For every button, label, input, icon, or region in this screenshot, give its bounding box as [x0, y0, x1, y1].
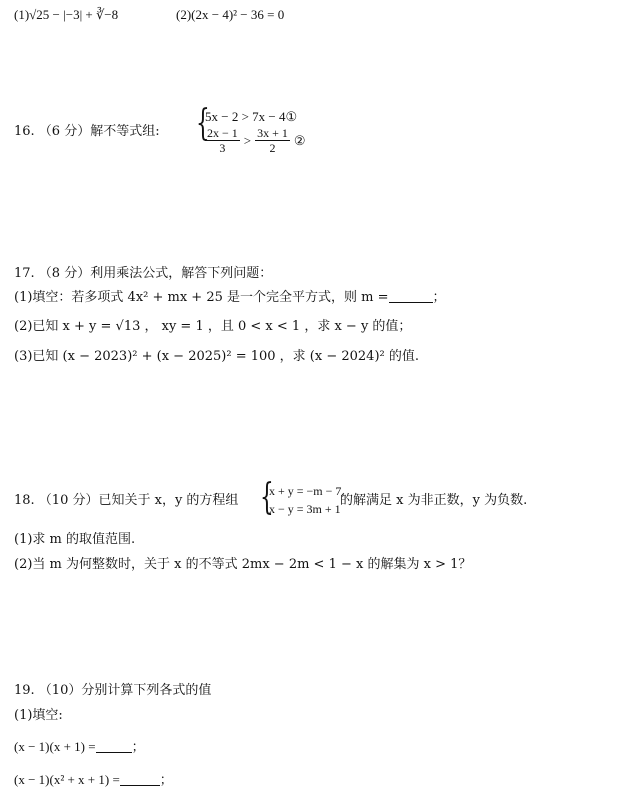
q19-line1-expression: (x − 1)(x + 1) =	[14, 739, 96, 754]
q16-inequality-2	[205, 127, 306, 154]
q19-line2	[14, 773, 173, 786]
q17-answer-blank[interactable]	[389, 302, 433, 303]
q16-header: 16. （6 分）解不等式组:	[14, 124, 160, 139]
q19-line2-end: ；	[159, 772, 173, 787]
q19-line2-blank[interactable]	[120, 785, 160, 786]
q16-right-numerator: 3x + 1	[257, 126, 288, 140]
q16-system-brace: {	[196, 103, 210, 144]
q19-line1-blank[interactable]	[96, 752, 132, 753]
q18-system-brace: {	[260, 477, 274, 518]
q19-line1-end: ；	[131, 739, 145, 754]
q16-operator: >	[243, 133, 252, 148]
q17-part1-text: (1)填空：若多项式 4x² + mx + 25 是一个完全平方式，则 m =	[14, 290, 389, 305]
q15-part2	[176, 8, 284, 21]
q17-part3: (3)已知 (x − 2023)² + (x − 2025)² = 100 ，求 (x − 2024)² 的值.	[14, 349, 419, 364]
q16-left-numerator: 2x − 1	[207, 126, 238, 140]
q15-part2-expression: (2x − 4)² − 36 = 0	[191, 7, 285, 22]
q16-inequality-1: 5x − 2 > 7x − 4①	[205, 109, 298, 124]
q18-part2: (2)当 m 为何整数时，关于 x 的不等式 2mx − 2m < 1 − x 的解集为 x > 1？	[14, 557, 472, 572]
q17-header: 17. （8 分）利用乘法公式，解答下列问题：	[14, 266, 273, 281]
q17-part1-end: ；	[432, 290, 446, 305]
q19-header: 19. （10）分别计算下列各式的值	[14, 683, 212, 698]
q18-part1: (1)求 m 的取值范围.	[14, 532, 136, 547]
q16-mark: ②	[293, 133, 306, 148]
q18-header-pre: 18. （10 分）已知关于 x，y 的方程组	[14, 493, 239, 508]
q17-part2: (2)已知 x + y = √13 ， xy = 1 ，且 0 < x < 1 ，求 x − y 的值；	[14, 319, 412, 334]
q16-right-denominator: 2	[269, 141, 276, 155]
q18-equation-1: x + y = −m − 7,	[269, 484, 345, 498]
q19-line1	[14, 740, 145, 753]
q15-part1-expression: √25 − |−3| + ∛−8	[29, 7, 119, 22]
q16-left-denominator: 3	[219, 141, 226, 155]
q15-part2-label: (2)	[176, 7, 192, 22]
q17-part1	[14, 291, 446, 304]
q15-part1-label: (1)	[14, 7, 30, 22]
q16-left-fraction	[205, 127, 240, 154]
q16-right-fraction	[255, 127, 290, 154]
q18-header-post: 的解满足 x 为非正数，y 为负数.	[340, 493, 528, 508]
q19-line2-expression: (x − 1)(x² + x + 1) =	[14, 772, 120, 787]
q15-part1	[14, 8, 118, 21]
q19-part1: (1)填空:	[14, 708, 63, 723]
q18-equation-2: x − y = 3m + 1	[269, 502, 341, 516]
